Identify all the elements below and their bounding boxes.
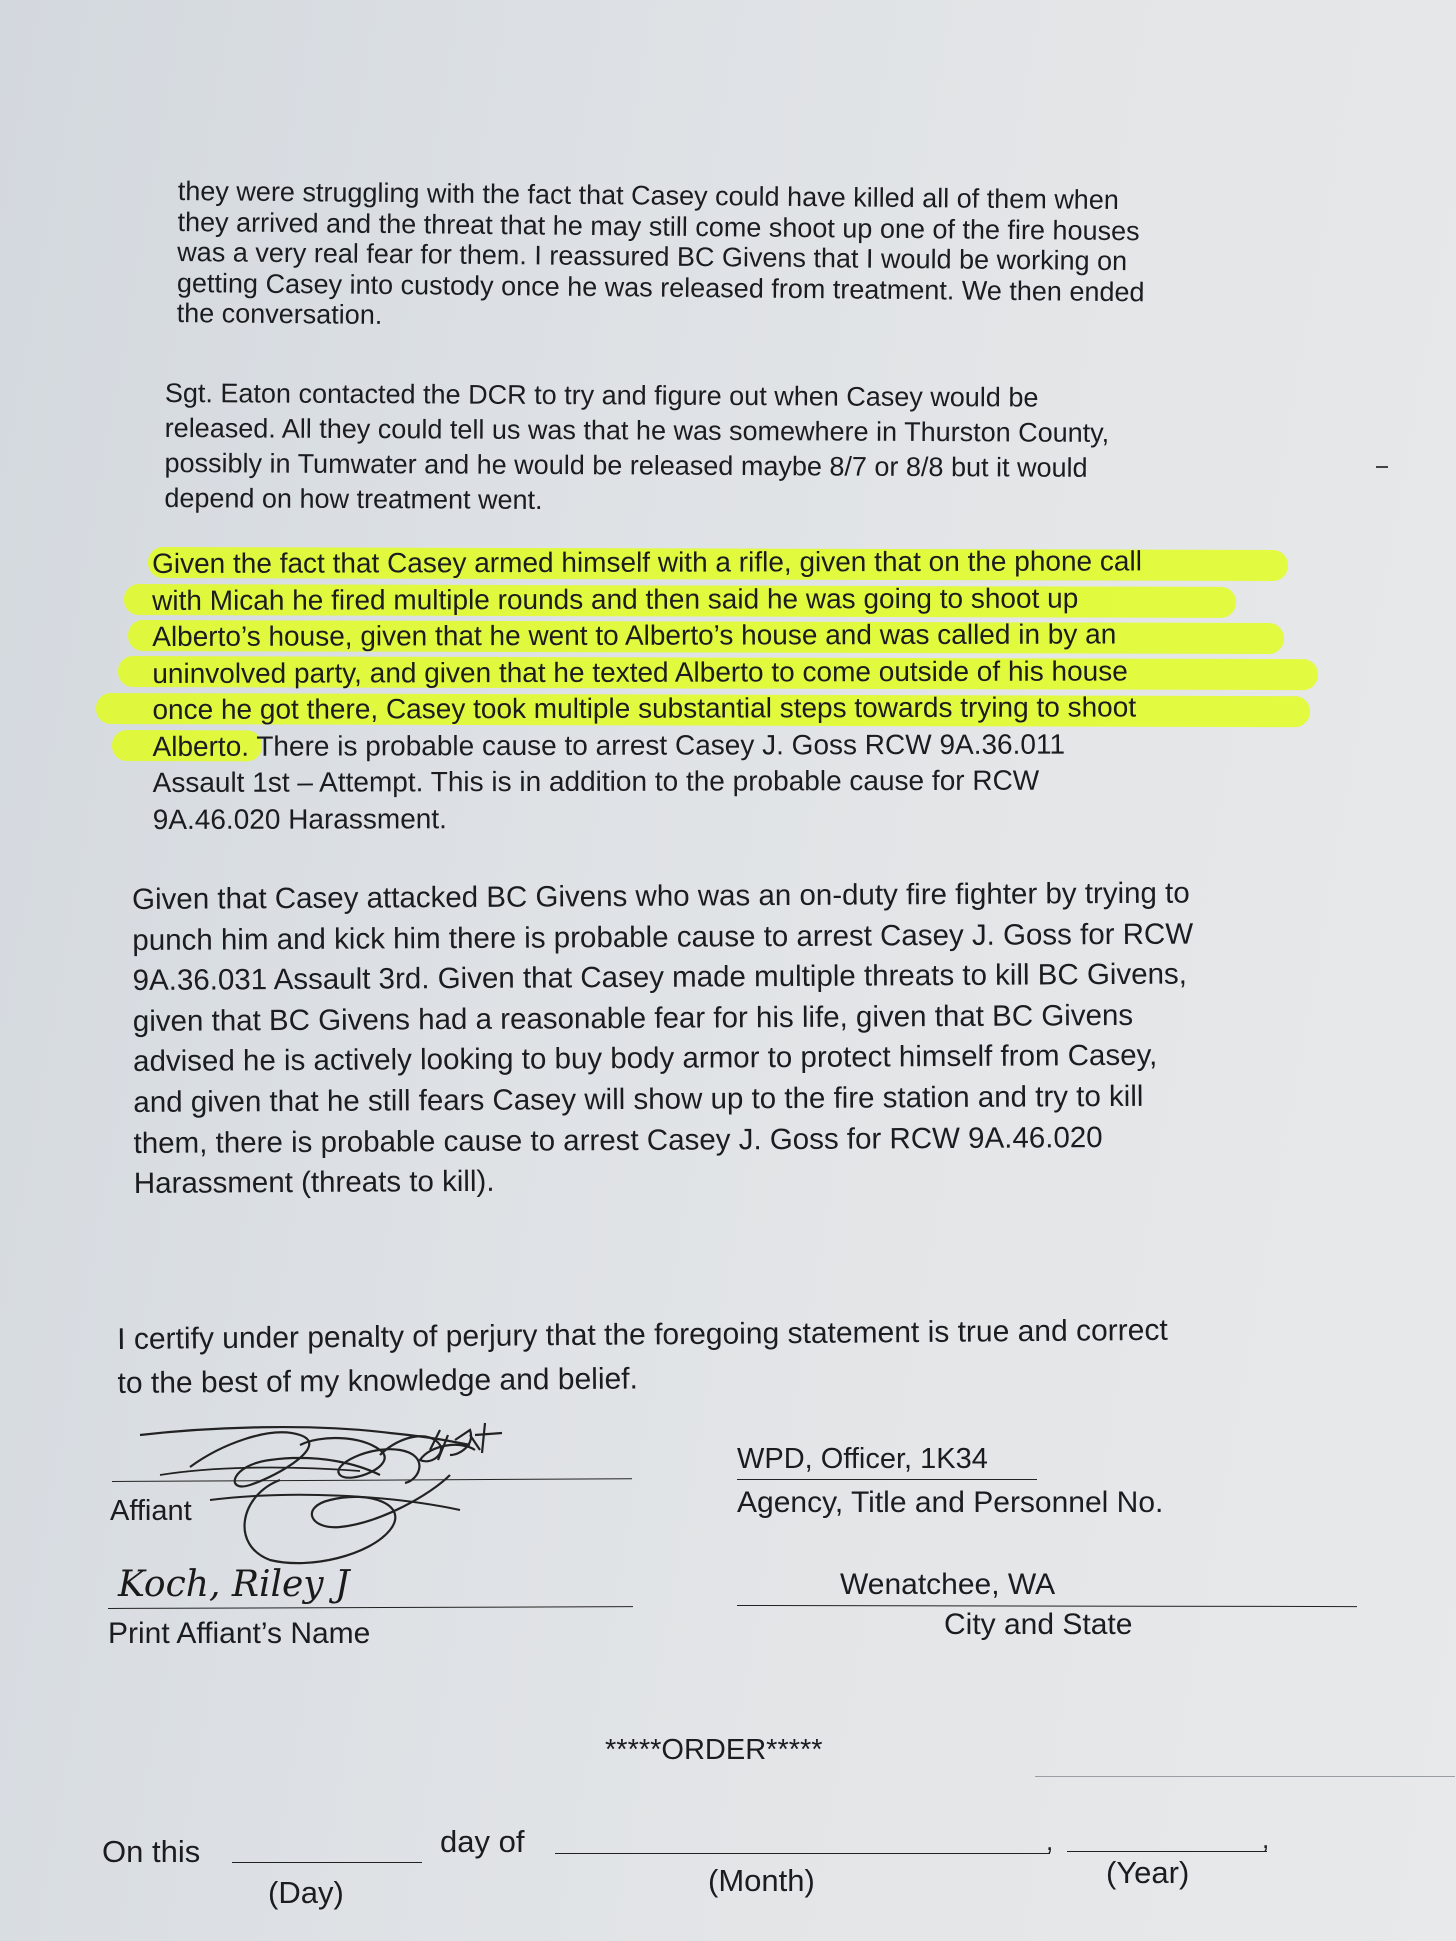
print-name-line [108, 1606, 633, 1609]
paragraph-assault-third [132, 874, 1195, 1205]
text-line: depend on how treatment went. [164, 482, 543, 515]
text-line: they arrived and the threat that he may still come shoot up one of the fire houses [177, 206, 1140, 246]
text-line: Sgt. Eaton contacted the DCR to try and figure out when Casey would be [164, 377, 1039, 413]
on-this-label: On this [102, 1834, 201, 1869]
text-line: Harassment (threats to kill). [133, 1164, 495, 1201]
month-comma: , [1046, 1826, 1054, 1856]
margin-tick-mark [1376, 466, 1388, 468]
text-line: Given the fact that Casey armed himself with a rifle, given that on the phone call [152, 545, 1142, 579]
text-line: was a very real fear for them. I reassured BC Givens that I would be working on [177, 236, 1128, 277]
certification-statement [117, 1309, 1168, 1406]
text-line: possibly in Tumwater and he would be released maybe 8/7 or 8/8 but it would [164, 447, 1088, 483]
text-line: and given that he still fears Casey will show up to the fire station and try to kill [133, 1079, 1144, 1119]
text-line: the conversation. [176, 297, 383, 330]
city-line [737, 1605, 1357, 1607]
month-label: (Month) [708, 1863, 815, 1898]
text-line: they were struggling with the fact that Casey could have killed all of them when [177, 176, 1119, 216]
text-line: them, there is probable cause to arrest Casey J. Goss for RCW 9A.46.020 [133, 1120, 1103, 1160]
day-blank-line [232, 1862, 422, 1863]
year-comma: , [1262, 1824, 1270, 1854]
faint-edge-line [1035, 1776, 1455, 1777]
agency-value: WPD, Officer, 1K34 [737, 1443, 988, 1475]
day-label: (Day) [268, 1875, 344, 1910]
text-line: with Micah he fired multiple rounds and then said he was going to shoot up [152, 582, 1079, 616]
agency-label: Agency, Title and Personnel No. [737, 1486, 1164, 1519]
text-line: Alberto. There is probable cause to arrest Casey J. Goss RCW 9A.36.011 [152, 728, 1066, 762]
text-line: Assault 1st – Attempt. This is in addition to the probable cause for RCW [152, 764, 1040, 798]
affiant-signature [130, 1405, 570, 1570]
paragraph-dcr-contact [164, 376, 1109, 521]
text-line: advised he is actively looking to buy body armor to protect himself from Casey, [133, 1039, 1158, 1079]
paragraph-assault-first [152, 543, 1143, 838]
month-blank-line [555, 1853, 1050, 1854]
text-line: getting Casey into custody once he was released from treatment. We then ended [176, 267, 1145, 307]
text-line: uninvolved party, and given that he texted Alberto to come outside of his house [152, 654, 1128, 689]
text-line: Alberto’s house, given that he went to Alberto’s house and was called in by an [152, 618, 1117, 652]
text-line: 9A.46.020 Harassment. [152, 802, 447, 835]
year-label: (Year) [1106, 1855, 1190, 1890]
print-name-label: Print Affiant’s Name [108, 1617, 371, 1650]
affiant-label: Affiant [110, 1495, 192, 1527]
text-line: once he got there, Casey took multiple substantial steps towards trying to shoot [152, 691, 1137, 725]
text-line: to the best of my knowledge and belief. [117, 1362, 639, 1400]
year-blank-line [1067, 1851, 1267, 1852]
day-of-label: day of [440, 1824, 525, 1859]
text-line: given that BC Givens had a reasonable fear for his life, given that BC Givens [132, 998, 1134, 1038]
order-heading: *****ORDER***** [605, 1734, 823, 1766]
city-value: Wenatchee, WA [840, 1568, 1056, 1601]
text-line: 9A.36.031 Assault 3rd. Given that Casey made multiple threats to kill BC Givens, [132, 957, 1188, 998]
paragraph-conversation [177, 176, 1146, 338]
print-name-value: Koch, Riley J [118, 1564, 350, 1605]
text-line: I certify under penalty of perjury that the foregoing statement is true and correct [117, 1313, 1168, 1356]
agency-underline [737, 1479, 1037, 1480]
text-line: Given that Casey attacked BC Givens who was an on-duty fire fighter by trying to [132, 876, 1190, 916]
text-line: released. All they could tell us was that he was somewhere in Thurston County, [164, 412, 1110, 448]
city-label: City and State [944, 1608, 1133, 1641]
text-line: punch him and kick him there is probable cause to arrest Casey J. Goss for RCW [132, 917, 1194, 957]
